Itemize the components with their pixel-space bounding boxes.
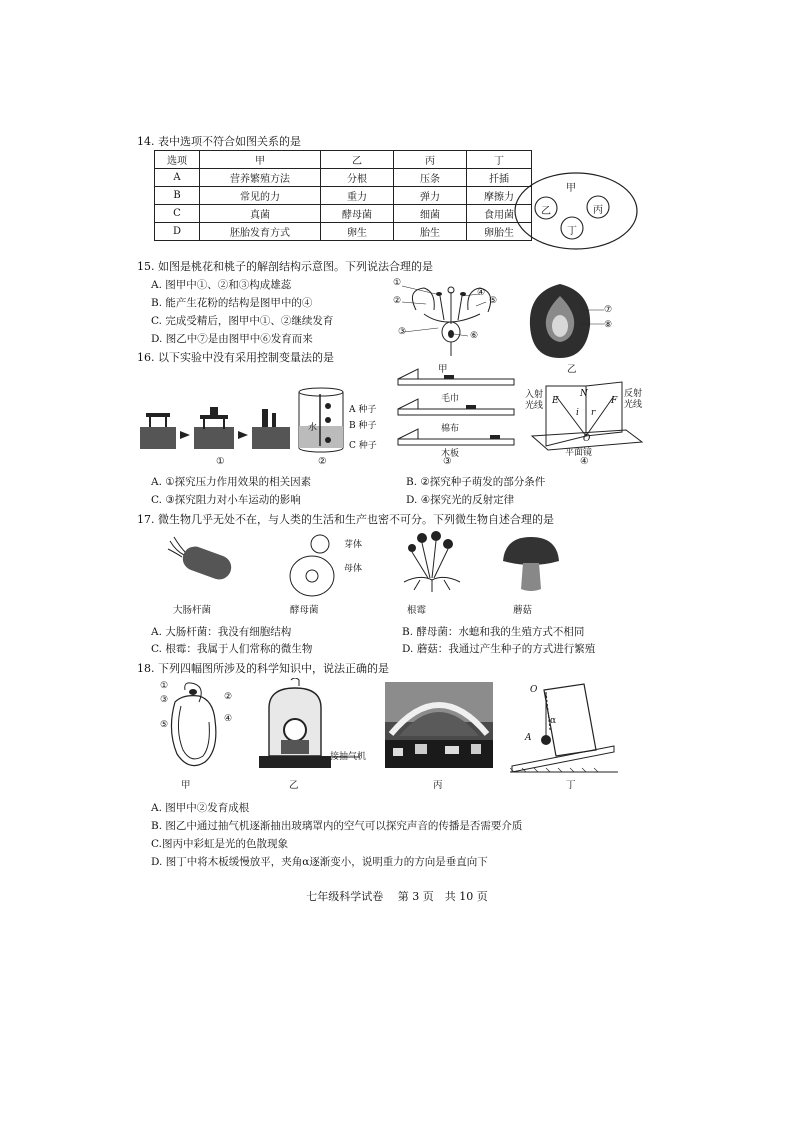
mirror-o-label: O [583,434,591,444]
mirror-incident-label-2: 光线 [525,401,544,411]
set-label-bing: 丙 [593,205,603,216]
table-cell: 扦插 [467,169,532,187]
q18-option-d: D. 图丁中将木板缓慢放平，夹角α逐渐变小，说明重力的方向是垂直向下 [151,856,488,868]
seed-label-b: B 种子 [349,421,377,431]
table-cell: 分根 [321,169,394,187]
surface-towel: 毛巾 [441,394,460,404]
water-label: 水 [308,423,318,433]
q17-option-c: C. 根霉：我属于人们常称的微生物 [151,643,313,655]
set-label-yi: 乙 [541,206,551,217]
table-cell: D [155,223,200,241]
q18-caption-jia: 甲 [181,780,191,791]
exp-number-4: ④ [580,456,589,467]
q17-stem: 17. 微生物几乎无处不在，与人类的生活和生产也密不可分。下列微生物自述合理的是 [137,513,554,526]
q14-stem: 14. 表中选项不符合如图关系的是 [137,135,301,148]
yeast-bud-label: 芽体 [344,540,363,550]
table-cell: 细菌 [394,205,467,223]
q14-table [154,150,532,241]
q16-stem: 16. 以下实验中没有采用控制变量法的是 [137,351,334,364]
q15-option-b: B. 能产生花粉的结构是图甲中的④ [151,297,313,309]
table-cell: 压条 [394,169,467,187]
q18-option-c: C.图丙中彩虹是光的色散现象 [151,838,288,850]
pump-label: 接抽气机 [330,752,367,762]
seed-label-3: ③ [160,695,169,705]
table-cell: 真菌 [200,205,321,223]
fruit-pointer-lines [582,306,606,330]
table-header-cell: 乙 [321,151,394,169]
yeast-image [286,532,342,598]
mushroom-caption: 蘑菇 [513,605,533,616]
table-header-cell: 选项 [155,151,200,169]
exp-number-3: ③ [443,456,452,467]
flower-caption: 甲 [438,364,448,375]
q18-caption-bing: 丙 [433,780,443,791]
mirror-e-label: E [552,396,559,406]
mirror-incident-label: 入射 [525,390,544,400]
table-cell: 营养繁殖方法 [200,169,321,187]
table-cell: 胚胎发育方式 [200,223,321,241]
fruit-label-8: ⑧ [604,320,613,330]
seed-label-1: ① [160,681,169,691]
mirror-reflect-label: 反射 [624,389,643,399]
fruit-caption: 乙 [567,364,577,375]
flower-label-3: ③ [398,327,407,337]
q16-option-b: B. ②探究种子萌发的部分条件 [406,476,546,488]
q14-set-diagram [512,170,640,252]
seed-label-a: A 种子 [349,405,377,415]
seed-label-2: ② [224,692,233,702]
flower-label-5: ⑤ [489,296,498,306]
table-cell: 弹力 [394,187,467,205]
set-label-ding: 丁 [567,226,577,237]
page-footer: 七年级科学试卷 第 3 页 共 10 页 [306,890,488,903]
friction-ramps-image [396,365,518,457]
bean-seedling-image [165,680,229,774]
table-row [155,169,532,187]
table-cell: B [155,187,200,205]
peach-flower-diagram [396,280,506,360]
table-row [155,205,532,223]
rainbow-photo [385,682,493,768]
flower-label-2: ② [393,296,402,306]
surface-wood: 木板 [441,449,460,459]
table-row [155,187,532,205]
q18-option-a: A. 图甲中②发育成根 [151,802,250,814]
q18-caption-ding: 丁 [566,780,576,791]
table-cell: 卵生 [321,223,394,241]
seed-germination-beaker [296,386,346,456]
table-cell: C [155,205,200,223]
q16-option-a: A. ①探究压力作用效果的相关因素 [151,476,312,488]
table-cell: 常见的力 [200,187,321,205]
mirror-f-label: F [611,396,618,406]
table-row [155,223,532,241]
q18-option-b: B. 图乙中通过抽气机逐渐抽出玻璃罩内的空气可以探究声音的传播是否需要介质 [151,820,523,832]
exp-number-2: ② [318,456,327,467]
yeast-caption: 酵母菌 [290,605,319,616]
mirror-normal-label: N [580,389,588,399]
flower-label-4: ④ [477,288,486,298]
q15-stem: 15. 如图是桃花和桃子的解剖结构示意图。下列说法合理的是 [137,260,433,273]
q16-option-d: D. ④探究光的反射定律 [406,494,515,506]
q16-option-c: C. ③探究阻力对小车运动的影响 [151,494,301,506]
table-cell: 食用菌 [467,205,532,223]
q15-option-a: A. 图甲中①、②和③构成雄蕊 [151,279,292,291]
pressure-experiment-image [138,405,292,453]
seed-label-4: ④ [224,714,233,724]
table-cell: A [155,169,200,187]
q18-caption-yi: 乙 [289,780,299,791]
table-cell: 胎生 [394,223,467,241]
surface-cotton: 棉布 [441,424,460,434]
flower-label-1: ① [393,278,402,288]
mirror-r-label: r [591,408,596,418]
table-cell: 摩擦力 [467,187,532,205]
mirror-reflect-label-2: 光线 [624,400,643,410]
mirror-name-label: 平面镜 [565,448,593,458]
yeast-mother-label: 母体 [344,564,363,574]
fruit-label-7: ⑦ [604,305,613,315]
bell-jar-image [255,678,335,772]
incline-a-label: A [525,733,532,743]
q15-option-c: C. 完成受精后，图甲中①、②继续发育 [151,315,334,327]
seed-label-c: C 种子 [349,441,377,451]
exp-number-1: ① [216,456,225,467]
incline-o-label: O [530,685,538,695]
seed-label-5: ⑤ [160,720,169,730]
rhizopus-image [400,530,464,596]
flower-label-6: ⑥ [470,331,479,341]
q18-stem: 18. 下列四幅图所涉及的科学知识中，说法正确的是 [137,662,389,675]
table-cell: 重力 [321,187,394,205]
q17-option-b: B. 酵母菌：水螅和我的生殖方式不相同 [402,626,585,638]
mirror-i-label: i [576,408,579,418]
set-label-jia: 甲 [566,183,576,194]
incline-alpha-label: α [550,716,557,726]
q15-option-d: D. 图乙中⑦是由图甲中⑥发育而来 [151,333,313,345]
e-coli-image [164,533,236,593]
table-header-row [155,151,532,169]
table-cell: 酵母菌 [321,205,394,223]
table-header-cell: 甲 [200,151,321,169]
incline-pendulum-diagram [510,680,620,774]
table-cell: 卵胎生 [467,223,532,241]
mushroom-image [499,535,563,595]
e-coli-caption: 大肠杆菌 [173,605,212,616]
table-header-cell: 丁 [467,151,532,169]
table-header-cell: 丙 [394,151,467,169]
q17-option-d: D. 蘑菇：我通过产生种子的方式进行繁殖 [402,643,596,655]
q17-option-a: A. 大肠杆菌：我没有细胞结构 [151,626,292,638]
rhizopus-caption: 根霉 [407,605,427,616]
